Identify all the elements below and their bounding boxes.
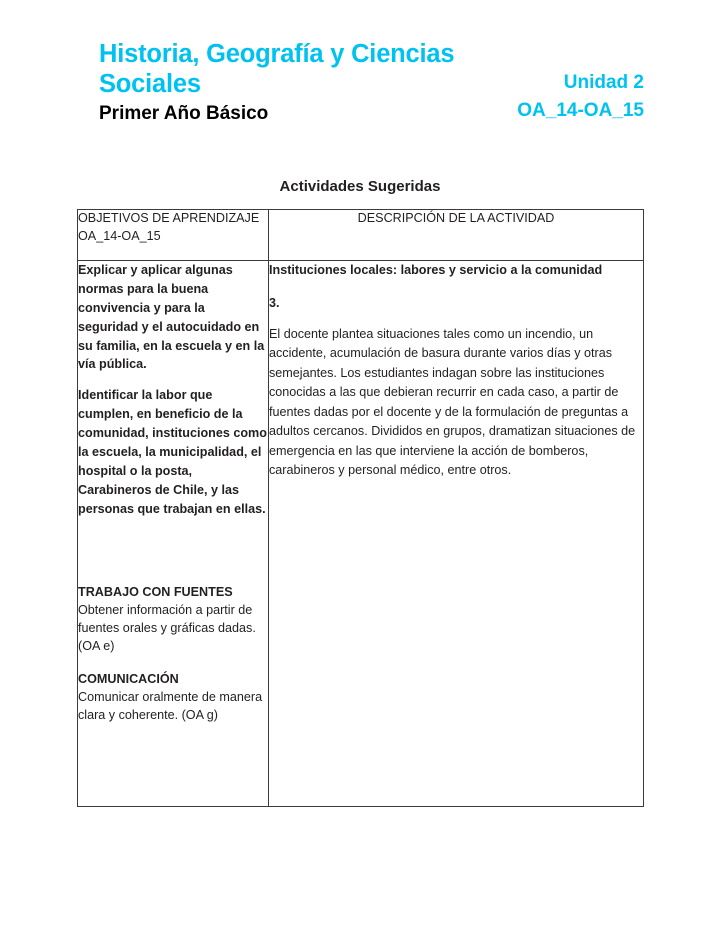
description-cell: [269, 261, 644, 807]
skill-title-trabajo-con-fuentes: TRABAJO CON FUENTES: [78, 584, 233, 599]
document-subtitle: Primer Año Básico: [99, 103, 269, 125]
column-header-objectives: OBJETIVOS DE APRENDIZAJE OA_14-OA_15: [78, 210, 269, 261]
learning-objective-2: Identificar la labor que cumplen, en beneficio de la comunidad, instituciones como la escuela, la municipalidad, el hospital o la posta, Carabineros de Chile, y las personas que trabajan en ellas.: [78, 388, 267, 516]
column-header-description: DESCRIPCIÓN DE LA ACTIVIDAD: [269, 210, 644, 261]
objectives-cell: [78, 261, 269, 807]
unit-label: Unidad 2: [563, 71, 644, 93]
header-row: [99, 40, 644, 126]
learning-objective-1: Explicar y aplicar algunas normas para la buena convivencia y para la seguridad y el autocuidado en su familia, en la escuela y en la vía pública.: [78, 263, 265, 372]
activity-number: 3.: [269, 295, 280, 310]
skill-body-trabajo-con-fuentes: Obtener información a partir de fuentes orales y gráficas dadas. (OA e): [78, 602, 256, 654]
skill-title-comunicacion: COMUNICACIÓN: [78, 671, 179, 686]
title-block: [99, 40, 517, 126]
skill-body-comunicacion: Comunicar oralmente de manera clara y coherente. (OA g): [78, 689, 263, 723]
activities-table: [77, 209, 644, 807]
table-header-row: [78, 210, 644, 261]
document-title: Historia, Geografía y Ciencias Sociales: [99, 40, 455, 98]
activity-title: Instituciones locales: labores y servicio a la comunidad: [269, 263, 603, 277]
header-meta-block: [517, 71, 644, 126]
section-heading: Actividades Sugeridas: [279, 178, 441, 195]
objectives-spacer: [78, 531, 268, 583]
table-content-row: [78, 261, 644, 807]
activity-body: El docente plantea situaciones tales como un incendio, un accidente, acumulación de basura durante varios días y otras semejantes. Los estudiantes indagan sobre las instituciones conocidas a las que debieran recurrir en cada caso, a partir de fuentes dadas por el docente y de la formulación de preguntas a adultos cercanos. Divididos en grupos, dramatizan situaciones de emergencia en las que interviene la acción de bomberos, carabineros y personal médico, entre otros.: [269, 326, 636, 478]
oa-code-label: OA_14-OA_15: [517, 100, 644, 122]
document-header: [99, 40, 644, 126]
